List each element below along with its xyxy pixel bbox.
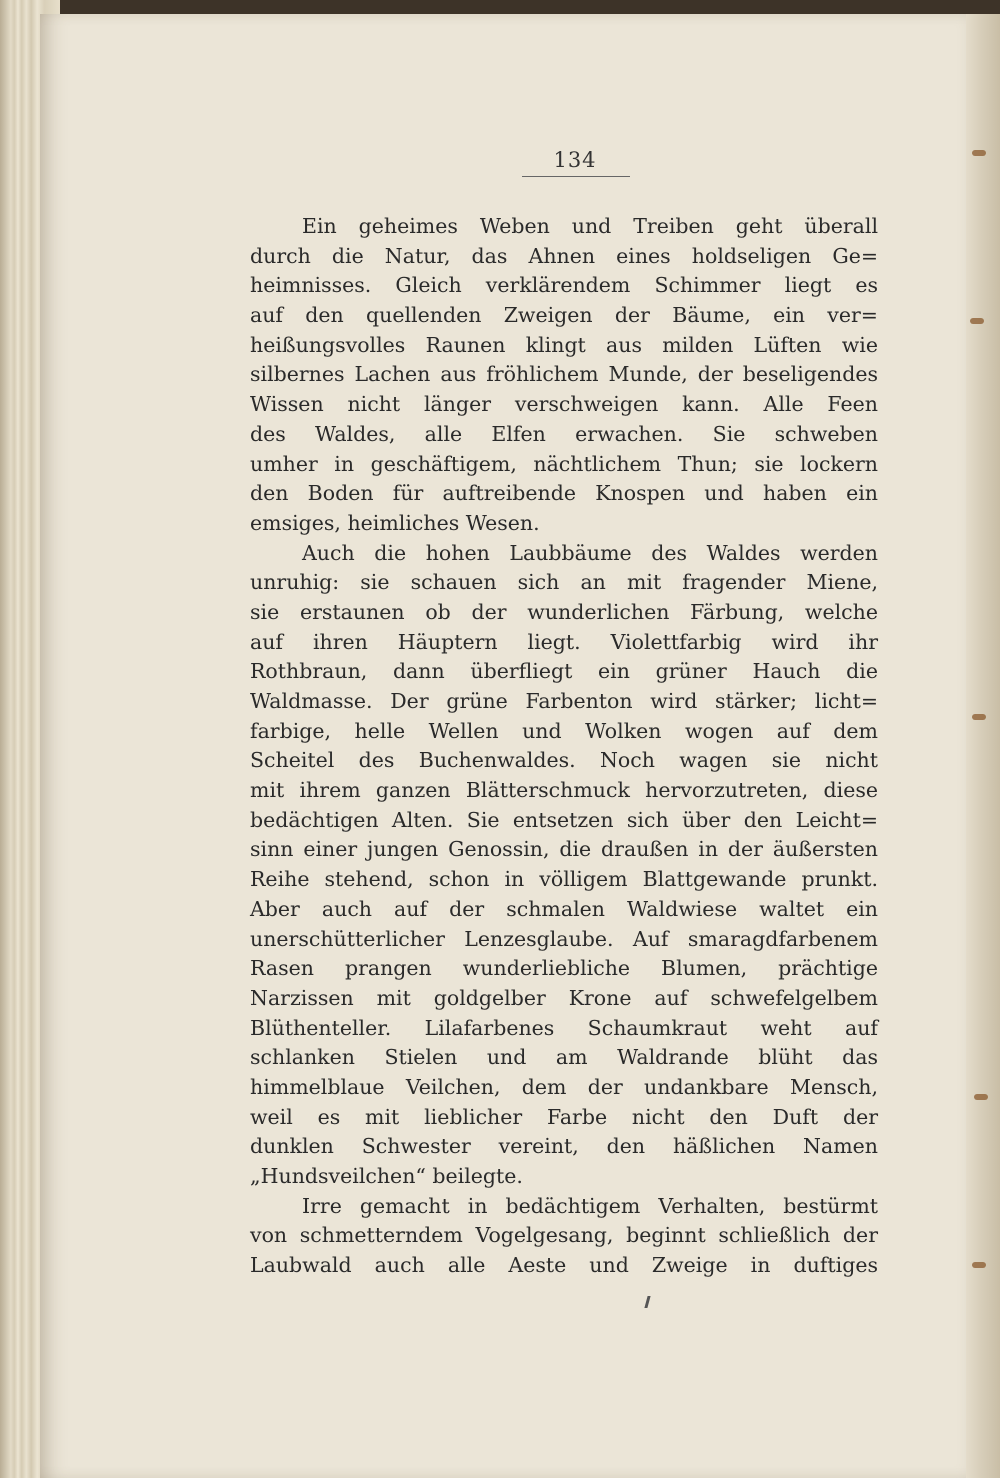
text-line: unruhig: sie schauen sich an mit fragender Miene, (250, 570, 878, 595)
text-line: Rothbraun, dann überfliegt ein grüner Hauch die (250, 659, 878, 684)
text-line: den Boden für auftreibende Knospen und haben ein (250, 481, 878, 506)
edge-mark (974, 1094, 988, 1100)
edge-mark (972, 714, 986, 720)
text-line: himmelblaue Veilchen, dem der undankbare Mensch, (250, 1074, 878, 1099)
text-line: des Waldes, alle Elfen erwachen. Sie schweben (250, 421, 878, 446)
text-line: Wissen nicht länger verschweigen kann. Alle Feen (250, 392, 878, 417)
text-line: durch die Natur, das Ahnen eines holdseligen Ge= (250, 243, 878, 268)
text-line: heimnisses. Gleich verklärendem Schimmer liegt es (250, 273, 878, 298)
body-text (250, 212, 878, 1281)
text-line: silbernes Lachen aus fröhlichem Munde, der beseligendes (250, 362, 878, 387)
right-page-edge (966, 14, 1000, 1478)
text-line: mit ihrem ganzen Blätterschmuck hervorzutreten, diese (250, 778, 878, 803)
text-line: Ein geheimes Weben und Treiben geht überall (302, 214, 878, 238)
text-line: von schmetterndem Vogelgesang, beginnt schließlich der (250, 1223, 878, 1248)
text-line: emsiges, heimliches Wesen. (250, 510, 540, 535)
text-line: sie erstaunen ob der wunderlichen Färbung, welche (250, 599, 878, 624)
text-line: Reihe stehend, schon in völligem Blattgewande prunkt. (250, 867, 878, 892)
text-line: Rasen prangen wunderliebliche Blumen, prächtige (250, 956, 878, 981)
edge-mark (970, 318, 984, 324)
page-number-rule (522, 176, 630, 177)
text-line: Scheitel des Buchenwaldes. Noch wagen sie nicht (250, 748, 878, 773)
text-line: Narzissen mit goldgelber Krone auf schwefelgelbem (250, 985, 878, 1010)
text-line: „Hundsveilchen“ beilegte. (250, 1164, 523, 1188)
text-line: auf den quellenden Zweigen der Bäume, ein ver= (250, 303, 878, 328)
text-line: Irre gemacht in bedächtigem Verhalten, bestürmt (302, 1193, 878, 1218)
text-line: Blüthenteller. Lilafarbenes Schaumkraut weht auf (250, 1015, 878, 1040)
text-line: sinn einer jungen Genossin, die draußen in der äußersten (250, 837, 878, 862)
text-line: Laubwald auch alle Aeste und Zweige in duftiges (250, 1253, 878, 1278)
text-line: weil es mit lieblicher Farbe nicht den Duft der (250, 1104, 878, 1129)
text-line: schlanken Stielen und am Waldrande blüht das (250, 1045, 878, 1070)
text-line: auf ihren Häuptern liegt. Violettfarbig wird ihr (250, 629, 878, 654)
text-line: heißungsvolles Raunen klingt aus milden Lüften wie (250, 332, 878, 357)
text-line: bedächtigen Alten. Sie entsetzen sich über den Leicht= (250, 807, 878, 832)
edge-mark (972, 1262, 986, 1268)
page-number: 134 (553, 148, 597, 172)
text-line: farbige, helle Wellen und Wolken wogen auf dem (250, 718, 878, 743)
text-line: dunklen Schwester vereint, den häßlichen Namen (250, 1134, 878, 1159)
text-line: Aber auch auf der schmalen Waldwiese waltet ein (250, 896, 878, 921)
text-line: Waldmasse. Der grüne Farbenton wird stärker; licht= (250, 689, 878, 713)
text-line: Auch die hohen Laubbäume des Waldes werden (302, 540, 878, 565)
text-line: umher in geschäftigem, nächtlichem Thun; sie lockern (250, 451, 878, 476)
text-line: unerschütterlicher Lenzesglaube. Auf smaragdfarbenem (250, 926, 878, 951)
edge-mark (972, 150, 986, 156)
